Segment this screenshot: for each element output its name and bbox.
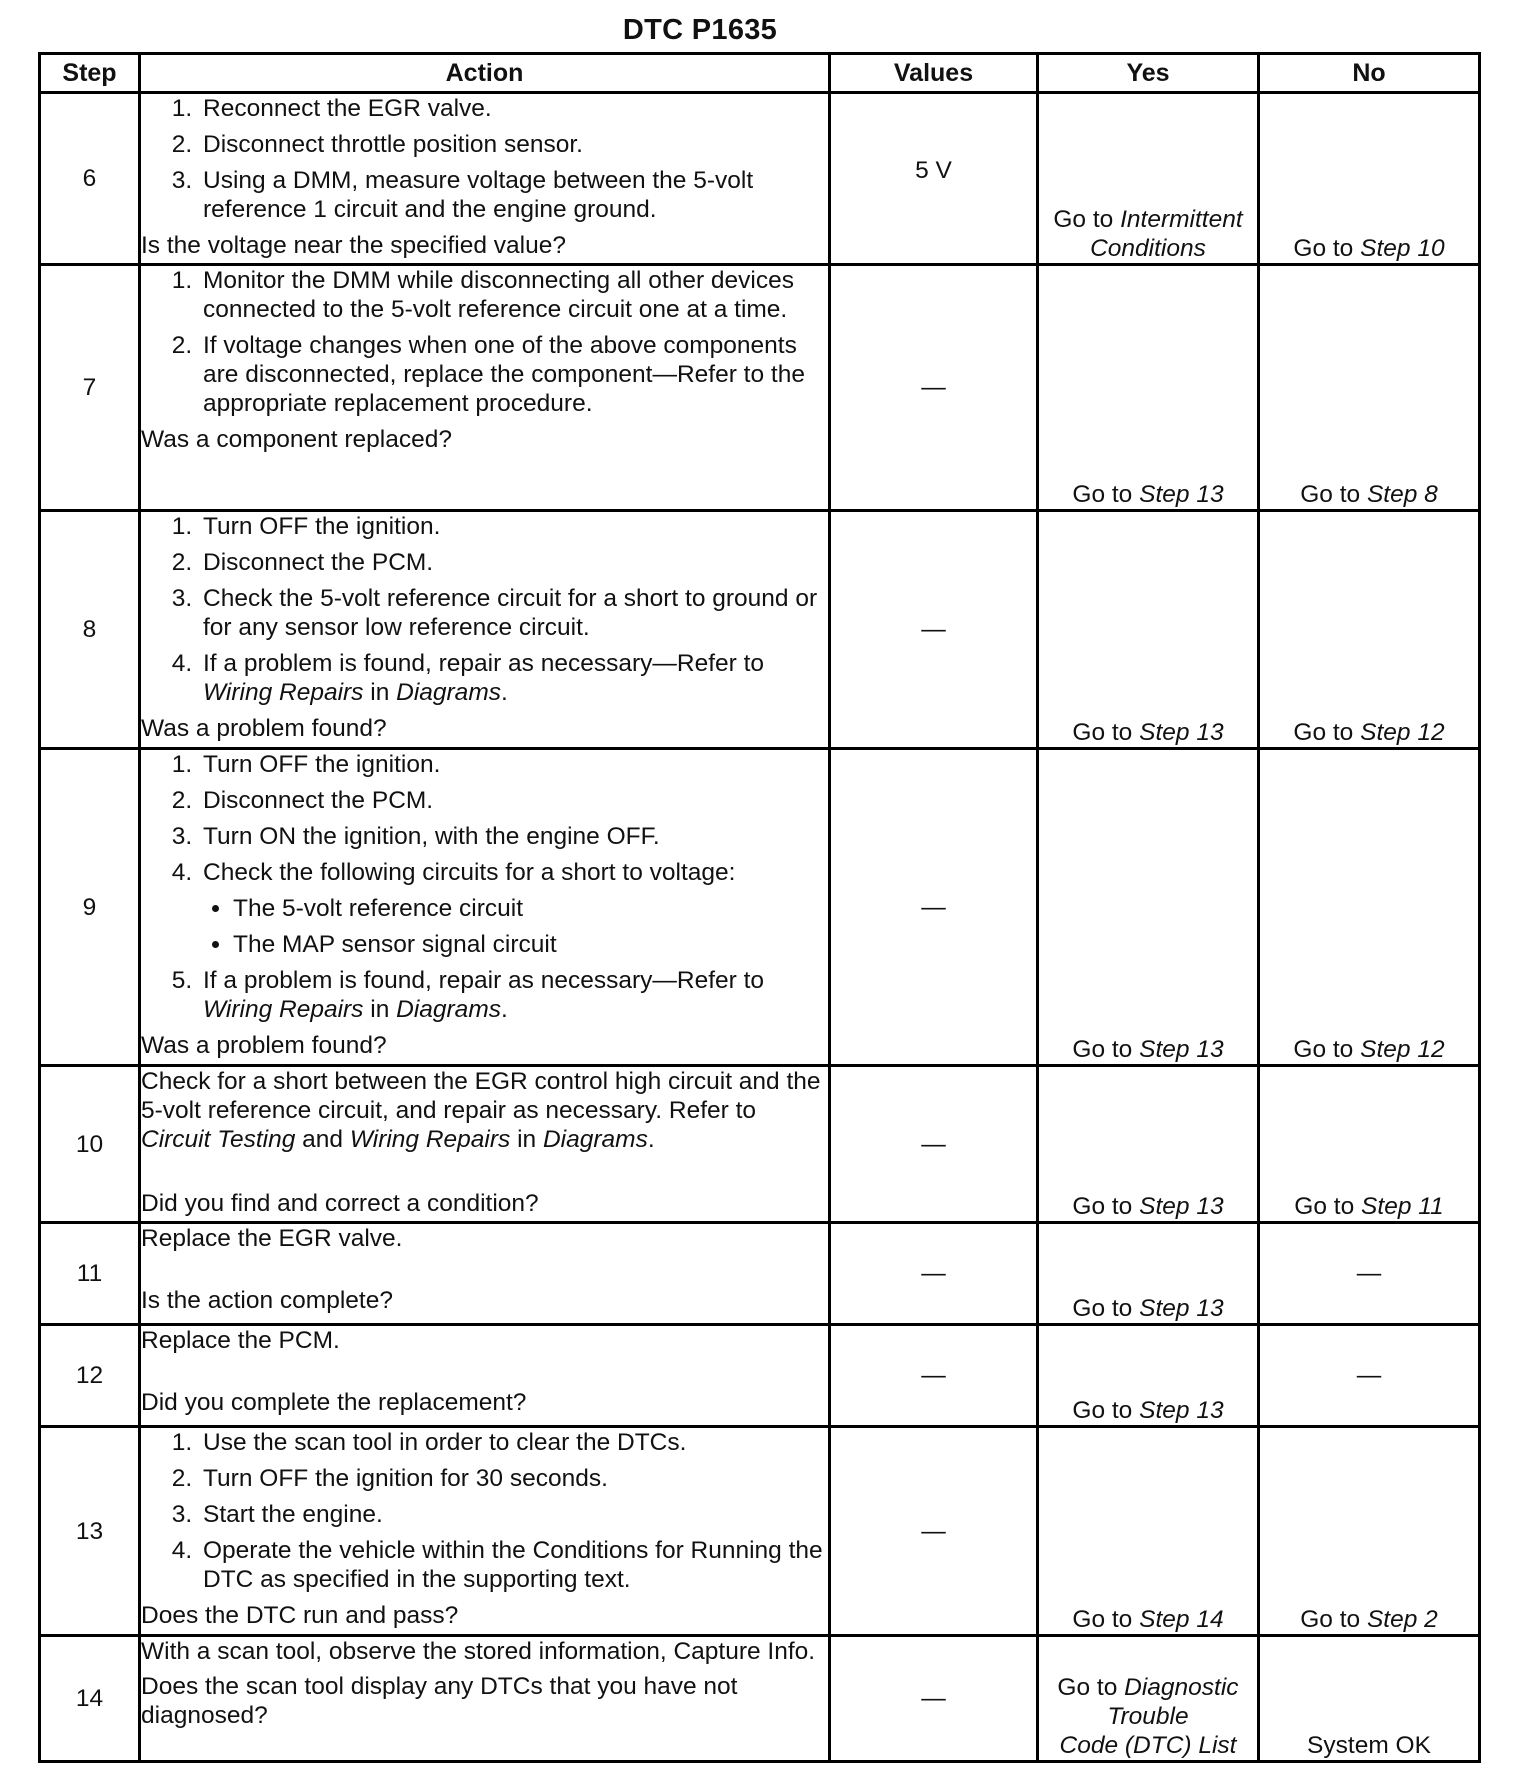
values-cell xyxy=(830,1325,1038,1427)
yes-link[interactable]: Step 13 xyxy=(1139,1036,1224,1063)
action-item: 2. Disconnect the PCM. xyxy=(199,548,828,577)
page-title: DTC P1635 xyxy=(622,14,778,46)
yes-link[interactable]: Diagnostic xyxy=(1124,1674,1239,1701)
yes-cell xyxy=(1038,749,1259,1066)
action-item: 2. Turn OFF the ignition for 30 seconds. xyxy=(199,1464,828,1493)
action-steps xyxy=(141,750,828,1024)
action-question: Was a component replaced? xyxy=(141,426,452,453)
action-cell xyxy=(140,1066,830,1223)
action-cell xyxy=(140,511,830,749)
action-item: 4. Operate the vehicle within the Conditions for Running the DTC as specified in the supporting text. xyxy=(199,1536,828,1594)
action-item: 3. Turn ON the ignition, with the engine OFF. xyxy=(199,822,828,851)
yes-prefix: Go to xyxy=(1053,206,1114,233)
step-number: 14 xyxy=(40,1636,140,1762)
action-item: 3. Start the engine. xyxy=(199,1500,828,1529)
action-question: Did you find and correct a condition? xyxy=(141,1190,539,1217)
no-dash: — xyxy=(1356,1260,1382,1287)
action-item: 5. If a problem is found, repair as necessary—Refer to Wiring Repairs in Diagrams. xyxy=(199,966,828,1024)
action-item: 2. Disconnect throttle position sensor. xyxy=(199,130,828,159)
yes-link-2[interactable]: Conditions xyxy=(1090,235,1206,262)
yes-link[interactable]: Step 13 xyxy=(1139,719,1224,746)
yes-cell xyxy=(1038,265,1259,511)
value-dash: — xyxy=(921,1362,946,1389)
action-steps xyxy=(141,266,828,418)
table-row xyxy=(40,1223,1480,1325)
no-cell xyxy=(1259,1636,1480,1762)
yes-prefix: Go to xyxy=(1072,1036,1133,1063)
no-cell xyxy=(1259,1066,1480,1223)
no-cell xyxy=(1259,511,1480,749)
value-dash: — xyxy=(921,1685,946,1712)
wiring-repairs-link[interactable]: Wiring Repairs xyxy=(349,1126,511,1153)
action-cell xyxy=(140,1223,830,1325)
no-cell xyxy=(1259,749,1480,1066)
values-cell xyxy=(830,1427,1038,1636)
action-item: 1. Use the scan tool in order to clear the DTCs. xyxy=(199,1428,828,1457)
yes-link[interactable]: Step 13 xyxy=(1139,1295,1224,1322)
circuit-item: • The 5-volt reference circuit xyxy=(233,894,828,923)
action-item: 3. Check the 5-volt reference circuit for a short to ground or for any sensor low reference circuit. xyxy=(199,584,828,642)
action-question: Was a problem found? xyxy=(141,715,387,742)
item-text: If a problem is found, repair as necessary—Refer to xyxy=(203,650,765,677)
step-number: 11 xyxy=(40,1223,140,1325)
no-link[interactable]: Step 12 xyxy=(1360,719,1445,746)
value-dash: — xyxy=(921,1130,946,1158)
no-cell xyxy=(1259,1427,1480,1636)
value-dash: — xyxy=(921,1260,946,1287)
no-link[interactable]: Step 12 xyxy=(1360,1036,1445,1063)
values-cell xyxy=(830,1636,1038,1762)
yes-cell xyxy=(1038,93,1259,265)
action-text-body: Check for a short between the EGR control high circuit and the 5-volt reference circuit, and repair as necessary. Refer to xyxy=(141,1068,821,1124)
circuit-list xyxy=(203,894,828,959)
yes-link[interactable]: Step 13 xyxy=(1139,1397,1224,1424)
action-item: 1. Monitor the DMM while disconnecting all other devices connected to the 5-volt reference circuit one at a time. xyxy=(199,266,828,324)
action-text: With a scan tool, observe the stored information, Capture Info. xyxy=(141,1638,816,1665)
yes-link[interactable]: Step 14 xyxy=(1139,1606,1224,1633)
header-row xyxy=(40,54,1480,93)
action-question: Does the DTC run and pass? xyxy=(141,1602,459,1629)
yes-link[interactable]: Step 13 xyxy=(1139,481,1224,508)
action-item: 1. Reconnect the EGR valve. xyxy=(199,94,828,123)
yes-prefix: Go to xyxy=(1072,481,1133,508)
item-text: If a problem is found, repair as necessary—Refer to xyxy=(203,967,765,994)
action-text: Check for a short between the EGR control high circuit and the 5-volt reference circuit, and repair as necessary. Refer to Circuit Testing and Wiring Repairs in Diagrams. xyxy=(141,1068,821,1153)
action-steps xyxy=(141,512,828,707)
step-number: 7 xyxy=(40,265,140,511)
values-cell xyxy=(830,1066,1038,1223)
no-prefix: Go to xyxy=(1294,1193,1355,1220)
item-text: in xyxy=(370,996,390,1023)
no-prefix: Go to xyxy=(1293,1036,1354,1063)
values-cell xyxy=(830,1223,1038,1325)
diagrams-link[interactable]: Diagrams xyxy=(542,1126,648,1153)
yes-cell xyxy=(1038,1066,1259,1223)
item-text: Check the following circuits for a short to voltage: xyxy=(203,859,736,886)
no-link[interactable]: Step 11 xyxy=(1361,1193,1444,1220)
no-cell xyxy=(1259,1223,1480,1325)
yes-link-3[interactable]: Code (DTC) List xyxy=(1059,1732,1237,1759)
action-text-body: in xyxy=(517,1126,537,1153)
value-dash: — xyxy=(921,1517,946,1545)
action-cell xyxy=(140,265,830,511)
values-cell xyxy=(830,93,1038,265)
table-row xyxy=(40,1427,1480,1636)
value-text: 5 V xyxy=(915,157,952,184)
values-cell xyxy=(830,265,1038,511)
action-steps xyxy=(141,1428,828,1594)
yes-cell xyxy=(1038,1325,1259,1427)
action-cell xyxy=(140,749,830,1066)
action-text-body: and xyxy=(302,1126,344,1153)
no-prefix: Go to xyxy=(1300,481,1361,508)
yes-prefix: Go to xyxy=(1072,1397,1133,1424)
action-item: 1. Turn OFF the ignition. xyxy=(199,512,828,541)
diagrams-link[interactable]: Diagrams xyxy=(396,996,501,1023)
action-item: 2. If voltage changes when one of the above components are disconnected, replace the component—Refer to the appropriate replacement procedure. xyxy=(199,331,828,418)
action-steps xyxy=(141,94,828,224)
action-cell xyxy=(140,1427,830,1636)
action-question: Did you complete the replacement? xyxy=(141,1389,527,1416)
yes-prefix: Go to xyxy=(1072,719,1133,746)
action-question: Is the voltage near the specified value? xyxy=(141,232,566,259)
action-cell xyxy=(140,93,830,265)
circuit-item: • The MAP sensor signal circuit xyxy=(233,930,828,959)
yes-prefix: Go to xyxy=(1057,1674,1118,1701)
no-prefix: Go to xyxy=(1293,719,1354,746)
yes-cell xyxy=(1038,511,1259,749)
step-number: 12 xyxy=(40,1325,140,1427)
no-dash: — xyxy=(1356,1362,1382,1389)
yes-prefix: Go to xyxy=(1072,1193,1133,1220)
header-yes: Yes xyxy=(1038,54,1259,93)
action-question: Is the action complete? xyxy=(141,1287,393,1314)
yes-cell xyxy=(1038,1427,1259,1636)
values-cell xyxy=(830,511,1038,749)
yes-link-2[interactable]: Trouble xyxy=(1107,1703,1189,1730)
table-row xyxy=(40,511,1480,749)
table-row xyxy=(40,1325,1480,1427)
step-number: 6 xyxy=(40,93,140,265)
table-row xyxy=(40,93,1480,265)
action-question: Does the scan tool display any DTCs that you have not diagnosed? xyxy=(141,1673,738,1729)
action-text: Replace the EGR valve. xyxy=(141,1225,403,1252)
header-step: Step xyxy=(40,54,140,93)
dtc-table xyxy=(38,52,1481,1763)
action-cell xyxy=(140,1636,830,1762)
no-cell xyxy=(1259,1325,1480,1427)
no-cell xyxy=(1259,265,1480,511)
step-number: 10 xyxy=(40,1066,140,1223)
circuit-testing-link[interactable]: Circuit Testing xyxy=(141,1126,296,1153)
value-dash: — xyxy=(921,893,946,921)
diagrams-link[interactable]: Diagrams xyxy=(396,679,501,706)
action-item: 3. Using a DMM, measure voltage between the 5-volt reference 1 circuit and the engine ground. xyxy=(199,166,828,224)
yes-prefix: Go to xyxy=(1072,1295,1133,1322)
step-number: 13 xyxy=(40,1427,140,1636)
table-row xyxy=(40,265,1480,511)
table-row xyxy=(40,1636,1480,1762)
yes-link[interactable]: Step 13 xyxy=(1139,1193,1224,1220)
no-prefix: Go to xyxy=(1300,1606,1361,1633)
action-text: Replace the PCM. xyxy=(141,1327,340,1354)
no-text: System OK xyxy=(1307,1732,1431,1759)
header-values: Values xyxy=(830,54,1038,93)
value-dash: — xyxy=(921,616,946,643)
step-number: 8 xyxy=(40,511,140,749)
action-item: 2. Disconnect the PCM. xyxy=(199,786,828,815)
no-link[interactable]: Step 10 xyxy=(1360,235,1445,262)
item-text: in xyxy=(370,679,390,706)
table-row xyxy=(40,1066,1480,1223)
step-number: 9 xyxy=(40,749,140,1066)
values-cell xyxy=(830,749,1038,1066)
no-prefix: Go to xyxy=(1293,235,1354,262)
header-action: Action xyxy=(140,54,830,93)
action-item xyxy=(199,858,828,959)
action-cell xyxy=(140,1325,830,1427)
no-cell xyxy=(1259,93,1480,265)
header-no: No xyxy=(1259,54,1480,93)
yes-prefix: Go to xyxy=(1072,1606,1133,1633)
wiring-repairs-link[interactable]: Wiring Repairs xyxy=(203,679,364,706)
yes-cell xyxy=(1038,1223,1259,1325)
table-row xyxy=(40,749,1480,1066)
yes-link[interactable]: Intermittent xyxy=(1120,206,1243,233)
no-link[interactable]: Step 8 xyxy=(1366,481,1438,508)
action-question: Was a problem found? xyxy=(141,1032,387,1059)
wiring-repairs-link[interactable]: Wiring Repairs xyxy=(203,996,364,1023)
no-link[interactable]: Step 2 xyxy=(1366,1606,1438,1633)
action-item: 1. Turn OFF the ignition. xyxy=(199,750,828,779)
value-dash: — xyxy=(921,374,946,401)
action-item: 4. If a problem is found, repair as necessary—Refer to Wiring Repairs in Diagrams. xyxy=(199,649,828,707)
yes-cell xyxy=(1038,1636,1259,1762)
